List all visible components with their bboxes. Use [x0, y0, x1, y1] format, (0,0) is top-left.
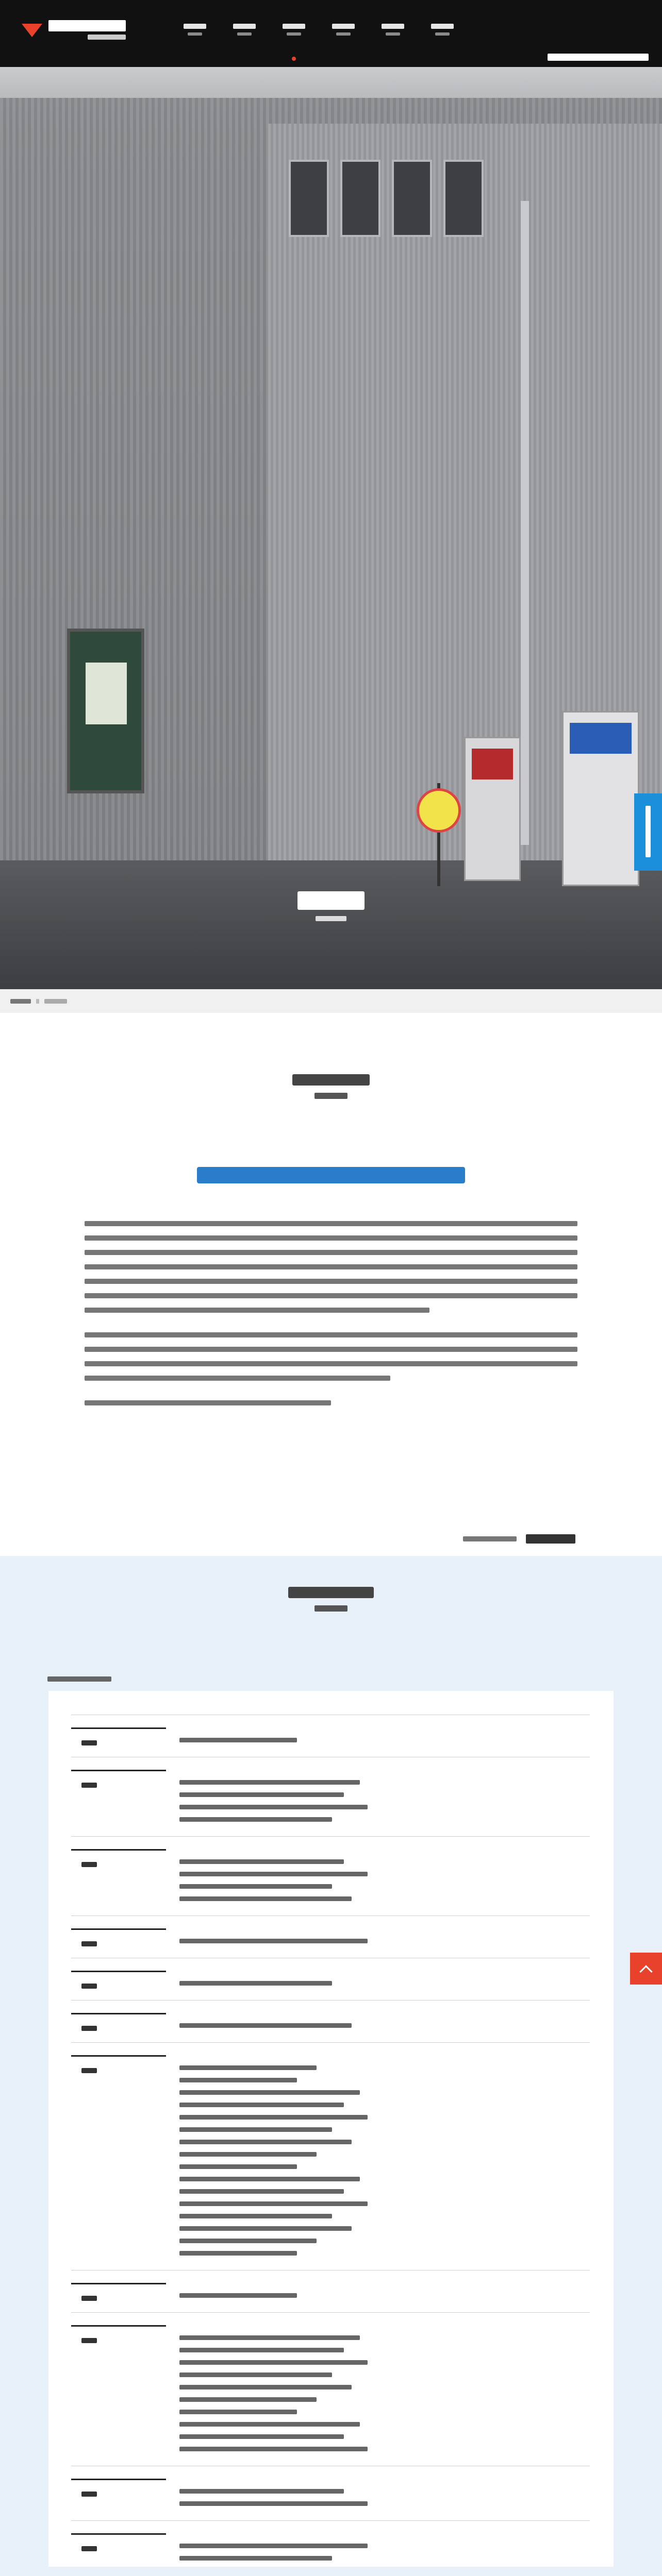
message-body	[85, 1221, 577, 1425]
profile-row-certification	[71, 2520, 590, 2575]
profile-row-employees	[71, 2000, 590, 2042]
message-heading	[0, 1074, 662, 1099]
profile-value	[179, 1780, 582, 1829]
profile-label	[71, 2533, 166, 2575]
profile-row-capital	[71, 1958, 590, 2000]
nav-access[interactable]	[368, 24, 418, 36]
breadcrumb-home[interactable]	[10, 999, 31, 1004]
message-paragraph	[85, 1400, 577, 1405]
breadcrumb-current	[44, 999, 67, 1004]
site-header	[0, 0, 662, 67]
profile-label	[71, 1727, 166, 1757]
profile-value	[179, 1738, 582, 1750]
profile-row-officers	[71, 2042, 590, 2270]
profile-row-bank	[71, 2270, 590, 2312]
profile-value	[179, 2065, 582, 2263]
profile-row-factory	[71, 1836, 590, 1916]
profile-value	[179, 1939, 582, 1951]
nav-recruit[interactable]	[319, 24, 368, 36]
road-sign-icon	[417, 788, 461, 833]
profile-value	[179, 2335, 582, 2459]
chevron-right-icon	[36, 999, 39, 1004]
about-heading	[0, 1587, 662, 1612]
profile-value	[179, 2544, 582, 2568]
profile-value	[179, 1859, 582, 1909]
profile-row-company-name	[71, 1715, 590, 1757]
profile-label	[71, 2013, 166, 2042]
profile-label	[71, 1928, 166, 1958]
triangle-logo-icon	[22, 20, 42, 40]
profile-value	[179, 2023, 582, 2036]
signature	[463, 1534, 575, 1544]
contact-tab-icon	[646, 806, 651, 857]
profile-row-business	[71, 2312, 590, 2466]
profile-label	[71, 2479, 166, 2520]
logo-wordmark	[48, 20, 126, 31]
page-title	[0, 891, 662, 921]
profile-row-established	[71, 1916, 590, 1958]
profile-row-head-office	[71, 1757, 590, 1836]
hero-image	[0, 67, 662, 989]
vending-machine	[562, 711, 639, 886]
profile-label	[71, 2325, 166, 2466]
as-of-date	[47, 1676, 111, 1682]
contact-side-tab[interactable]	[634, 793, 662, 871]
profile-value	[179, 2293, 582, 2306]
nav-contact[interactable]	[418, 24, 467, 36]
logo-subtitle	[88, 35, 126, 40]
company-logo[interactable]	[22, 20, 126, 40]
global-nav	[170, 24, 467, 36]
nav-home[interactable]	[170, 24, 220, 36]
message-paragraph	[85, 1332, 577, 1381]
profile-label	[71, 1770, 166, 1836]
page-top-button[interactable]	[630, 1953, 662, 1985]
nav-company[interactable]	[269, 24, 319, 36]
profile-label	[71, 1849, 166, 1916]
green-door	[67, 629, 144, 793]
profile-label	[71, 2283, 166, 2312]
nav-business[interactable]	[220, 24, 269, 36]
breadcrumb	[0, 989, 662, 1013]
profile-value	[179, 1981, 582, 1993]
profile-label	[71, 1971, 166, 2000]
profile-label	[71, 2055, 166, 2270]
profile-row-licenses	[71, 2466, 590, 2520]
vending-machine	[464, 737, 521, 881]
profile-value	[179, 2489, 582, 2514]
group-logo[interactable]	[548, 54, 649, 61]
message-paragraph	[85, 1221, 577, 1313]
company-profile-card	[48, 1691, 614, 2567]
message-title	[0, 1167, 662, 1183]
active-indicator-icon	[292, 57, 296, 61]
